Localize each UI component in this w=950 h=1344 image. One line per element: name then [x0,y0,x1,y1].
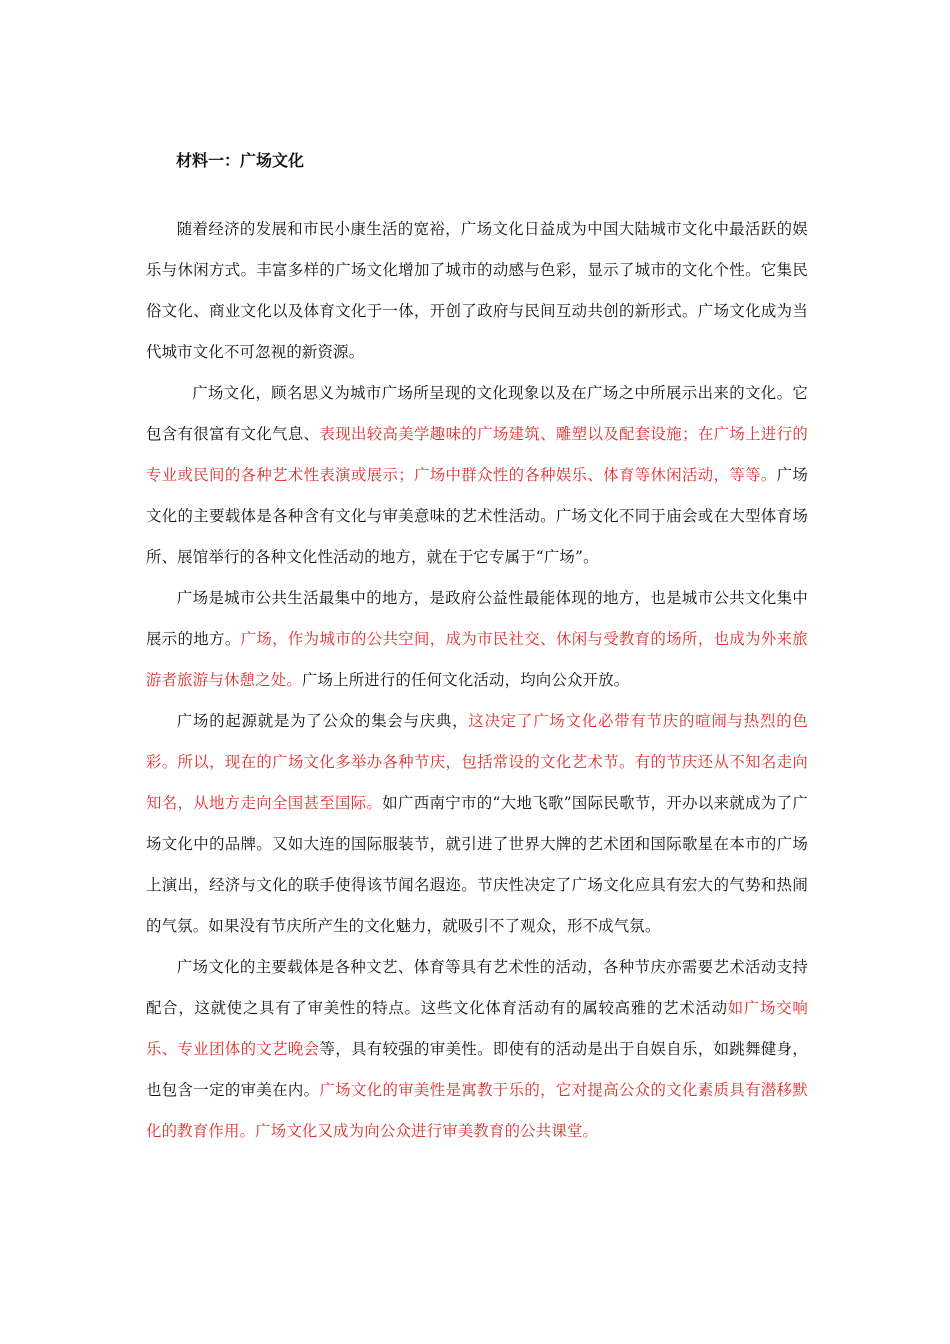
paragraph-text: 随着经济的发展和市民小康生活的宽裕，广场文化日益成为中国大陆城市文化中最活跃的娱乐与休闲方式。丰富多样的广场文化增加了城市的动感与色彩，显示了城市的文化个性。它集民俗文化、商业文化以及体育文化于一体，开创了政府与民间互动共创的新形式。广场文化成为当代城市文化不可忽视的新资源。 [146,220,808,361]
highlighted-text: 表现出较高美学趣味的广场建筑、雕塑以及配套设施；在广场上进行的专业或民间的各种艺术性表演或展示；广场中群众性的各种娱乐、体育等休闲活动，等等。 [146,425,809,484]
highlighted-text: 广场文化的审美性是寓教于乐的，它对提高公众的文化素质具有潜移默化的教育作用。广场文化又成为向公众进行审美教育的公共课堂。 [146,1081,809,1140]
paragraph-2 [146,373,808,578]
paragraph-text: 广场文化的主要载体是各种文艺、体育等具有艺术性的活动，各种节庆亦需要艺术活动支持配合，这就使之具有了审美性的特点。这些文化体育活动有的属较高雅的艺术活动 [146,958,808,1017]
highlighted-text: 如广场交响乐、专业团体的文艺晚会 [146,999,808,1058]
paragraph-text: 广场文化的主要载体是各种含有文化与审美意味的艺术性活动。广场文化不同于庙会或在大型体育场所、展馆举行的各种文化性活动的地方，就在于它专属于“广场”。 [146,466,808,566]
paragraph-text: 广场文化，顾名思义为城市广场所呈现的文化现象以及在广场之中所展示出来的文化。它包含有很富有文化气息、 [146,384,808,443]
paragraph-text: 广场的起源就是为了公众的集会与庆典， [176,712,469,730]
paragraph-text: 广场是城市公共生活最集中的地方，是政府公益性最能体现的地方，也是城市公共文化集中展示的地方。 [146,589,808,648]
paragraph-text: 如广西南宁市的“大地飞歌”国际民歌节，开办以来就成为了广场文化中的品牌。又如大连的国际服装节，就引进了世界大牌的艺术团和国际歌星在本市的广场上演出，经济与文化的联手使得该节闻名遐迩。节庆性决定了广场文化应具有宏大的气势和热闹的气氛。如果没有节庆所产生的文化魅力，就吸引不了观众，形不成气氛。 [146,794,808,935]
paragraph-3 [146,578,808,701]
document-title: 材料一：广场文化 [176,151,305,170]
paragraph-1 [146,209,808,373]
paragraph-4 [146,701,808,947]
paragraph-text: 等，具有较强的审美性。即使有的活动是出于自娱自乐，如跳舞健身，也包含一定的审美在内。 [146,1040,809,1099]
paragraph-text: 广场上所进行的任何文化活动，均向公众开放。 [301,671,630,689]
document-body [146,140,808,1152]
paragraph-5 [146,947,808,1152]
highlighted-text: 广场，作为城市的公共空间，成为市民社交、休闲与受教育的场所，也成为外来旅游者旅游与休憩之处。 [146,630,809,689]
highlighted-text: 这决定了广场文化必带有节庆的喧闹与热烈的色彩。所以，现在的广场文化多举办各种节庆，包括常设的文化艺术节。有的节庆还从不知名走向知名，从地方走向全国甚至国际。 [146,712,808,812]
